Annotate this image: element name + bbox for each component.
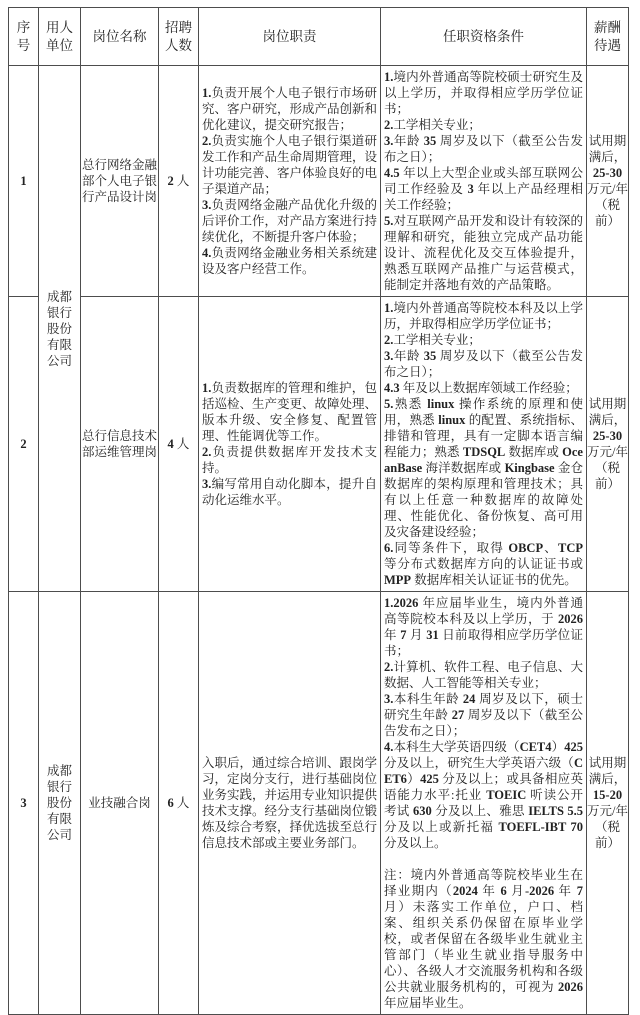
header-no: 序号 (9, 8, 39, 66)
header-salary: 薪酬待遇 (587, 8, 629, 66)
table-row (9, 297, 629, 592)
row1-headcount: 2 人 (159, 66, 199, 297)
row2-position: 总行信息技术部运维管理岗 (81, 297, 159, 592)
row3-headcount: 6 人 (159, 592, 199, 1015)
row1-no: 1 (9, 66, 39, 297)
row2-no: 2 (9, 297, 39, 592)
row2-qualifications: 1.境内外普通高等院校本科及以上学历，并取得相应学历学位证书； 2.工学相关专业； 3.年龄 35 周岁及以下（截至公告发布之日）； 4.3 年及以上数据库领域工作经验； 5.熟悉 linux 操作系统的原理和使用，熟悉 linux 的配置、系统指标、排错和管理，具有一定脚本语言编程能力；熟悉 TDSQL 数据库或 OceanBase 海洋数据库或 Kingbase 金仓数据库的架构原理和管理技术；具有以上任意一种数据库的故障处理、性能优化、备份恢复、高可用及灾备建设经验； 6.同等条件下，取得 OBCP、TCP 等分布式数据库方向的认证证书或 MPP 数据库相关认证证书的优先。 (381, 297, 587, 592)
job-postings-table (8, 7, 629, 1015)
header-position: 岗位名称 (81, 8, 159, 66)
row3-duties: 入职后，通过综合培训、跟岗学习，定岗分支行，进行基础岗位业务实践，并运用专业知识提供技术支撑。经分支行基础岗位锻炼及综合考察，择优选拔至总行信息技术部或主要业务部门。 (199, 592, 381, 1015)
row2-duties: 1.负责数据库的管理和维护，包括巡检、生产变更、故障处理、版本升级、安全修复、配置管理、性能调优等工作。 2.负责提供数据库开发技术支持。 3.编写常用自动化脚本，提升自动化运维水平。 (199, 297, 381, 592)
row3-salary: 试用期满后，15-20 万元/年（税前） (587, 592, 629, 1015)
row3-position: 业技融合岗 (81, 592, 159, 1015)
header-headcount: 招聘人数 (159, 8, 199, 66)
row1-duties: 1.负责开展个人电子银行市场研究、客户研究，形成产品创新和优化建议，提交研究报告； 2.负责实施个人电子银行渠道研发工作和产品生命周期管理，设计功能完善、客户体验良好的电子渠道产品； 3.负责网络金融产品优化升级的后评价工作，对产品方案进行持续优化，不断提升客户体验； 4.负责网络金融业务相关系统建设及客户经营工作。 (199, 66, 381, 297)
row3-employer: 成都银行股份有限公司 (39, 592, 81, 1015)
header-qualifications: 任职资格条件 (381, 8, 587, 66)
row1-qualifications: 1.境内外普通高等院校硕士研究生及以上学历，并取得相应学历学位证书； 2.工学相关专业； 3.年龄 35 周岁及以下（截至公告发布之日）； 4.5 年以上大型企业或头部互联网公司工作经验及 3 年以上产品经理相关工作经验； 5.对互联网产品开发和设计有较深的理解和研究，能独立完成产品功能设计、流程优化及交互体验提升，熟悉互联网产品推广与运营模式，能制定并落地有效的产品策略。 (381, 66, 587, 297)
table-header-row (9, 8, 629, 66)
row3-no: 3 (9, 592, 39, 1015)
header-duties: 岗位职责 (199, 8, 381, 66)
row1-salary: 试用期满后，25-30 万元/年（税前） (587, 66, 629, 297)
row2-headcount: 4 人 (159, 297, 199, 592)
row2-salary: 试用期满后，25-30 万元/年（税前） (587, 297, 629, 592)
table-row (9, 592, 629, 1015)
row1-position: 总行网络金融部个人电子银行产品设计岗 (81, 66, 159, 297)
row1-2-employer: 成都银行股份有限公司 (39, 66, 81, 592)
table-row (9, 66, 629, 297)
header-employer: 用人单位 (39, 8, 81, 66)
row3-qualifications: 1.2026 年应届毕业生，境内外普通高等院校本科及以上学历，于 2026 年 7 月 31 日前取得相应学历学位证书； 2.计算机、软件工程、电子信息、大数据、人工智能等相关专业； 3.本科生年龄 24 周岁及以下，硕士研究生年龄 27 周岁及以下（截至公告发布之日）； 4.本科生大学英语四级（CET4）425 分及以上，研究生大学英语六级（CET6）425 分及以上；或具备相应英语能力水平:托业 TOEIC 听读公开考试 630 分及以上、雅思 IELTS 5.5 分及以上或新托福 TOEFL-IBT 70 分及以上。 注：境内外普通高等院校毕业生在择业期内（2024 年 6 月-2026 年 7 月）未落实工作单位，户口、档案、组织关系仍保留在原毕业学校，或者保留在各级毕业生就业主管部门（毕业生就业指导服务中心）、各级人才交流服务机构和各级公共就业服务机构的，可视为 2026 年应届毕业生。 (381, 592, 587, 1015)
